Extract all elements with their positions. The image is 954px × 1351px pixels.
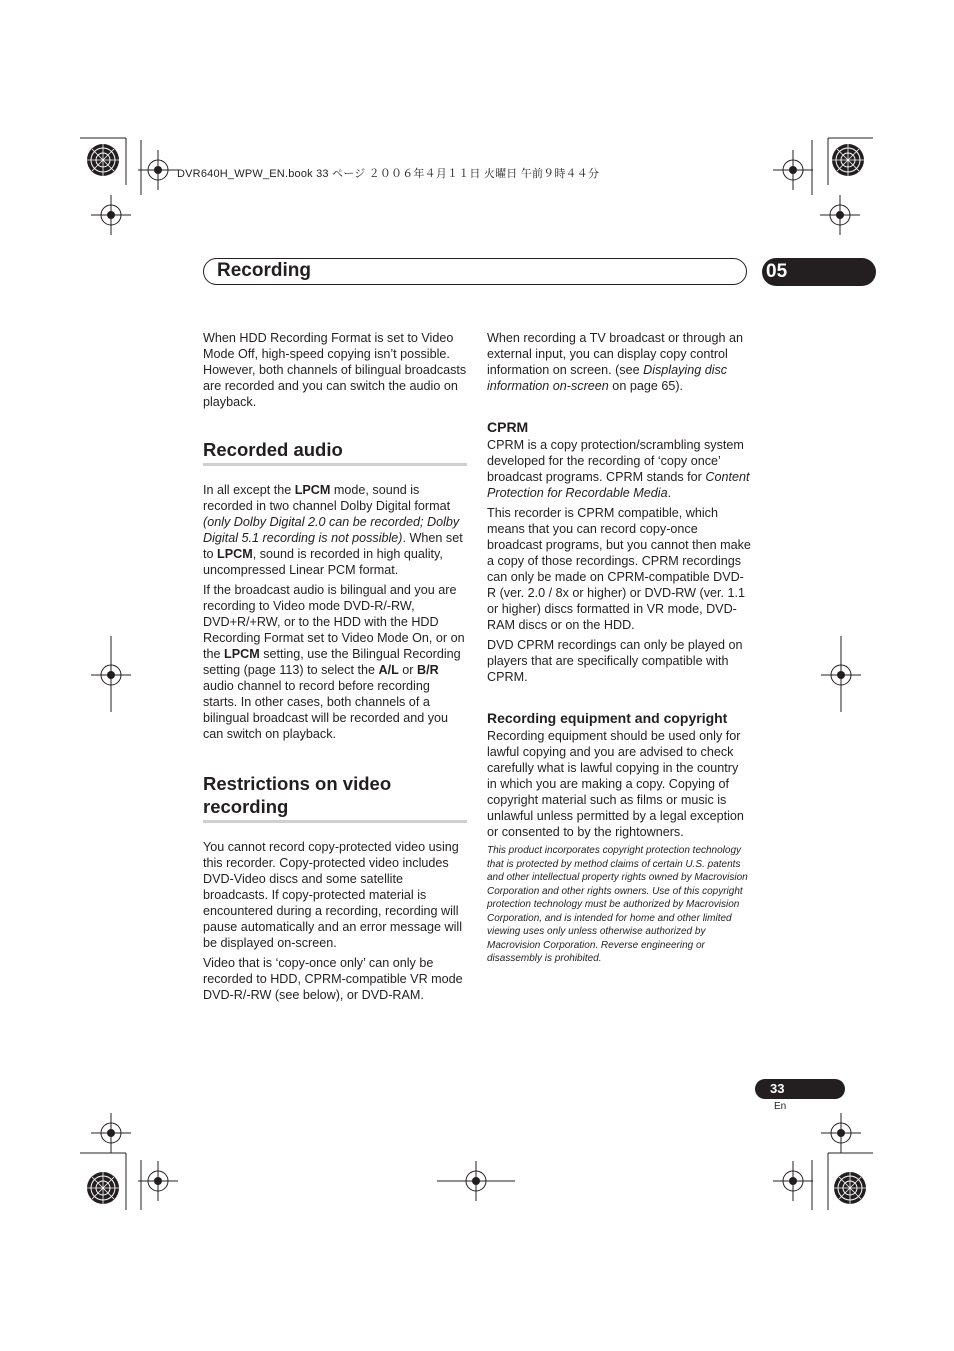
copyright-heading: Recording equipment and copyright [487, 710, 728, 726]
copyright-paragraph: Recording equipment should be used only for lawful copying and you are advised to check carefully what is lawful copying in the country in which you are making a copy. Copying of copyright material such as films or music is unlawful unless permitted by a legal exception or consented to by the rightowners. [487, 729, 744, 839]
intro-paragraph: When HDD Recording Format is set to Video Mode Off, high-speed copying isn’t possible. However, both channels of bilingual broadcasts are recorded and you can switch the audio on playback. [203, 331, 467, 409]
restrictions-heading: Restrictions on video recording [203, 772, 467, 823]
copy-control-intro: When recording a TV broadcast or through an external input, you can display copy control information on screen. (see Displaying disc information on-screen on page 65). [487, 331, 743, 393]
recorded-audio-paragraph-2: If the broadcast audio is bilingual and you are recording to Video mode DVD-R/-RW, DVD+R/+RW, or to the HDD with the HDD Recording Format set to Video Mode On, or on the LPCM setting, use the Bilingual Recording setting (page 113) to select the A/L or B/R audio channel to record before recording starts. In other cases, both channels of a bilingual broadcast will be recorded and you can switch on playback. [203, 583, 465, 741]
right-column [487, 330, 751, 970]
page-number: 33 [770, 1081, 785, 1096]
page-number-tab [755, 1079, 845, 1099]
chapter-title: Recording [217, 260, 311, 281]
cprm-paragraph-1: CPRM is a copy protection/scrambling system developed for the recording of ‘copy once’ broadcast programs. CPRM stands for Content Protection for Recordable Media. [487, 438, 750, 500]
cprm-heading: CPRM [487, 419, 529, 435]
chapter-number: 05 [766, 261, 788, 282]
cprm-paragraph-3: DVD CPRM recordings can only be played on players that are specifically compatible with CPRM. [487, 638, 743, 684]
print-header: DVR640H_WPW_EN.book 33 ページ ２００６年４月１１日 火曜日 午前９時４４分 [177, 168, 600, 180]
recorded-audio-paragraph-1: In all except the LPCM mode, sound is recorded in two channel Dolby Digital format (only Dolby Digital 2.0 can be recorded; Dolby Digital 5.1 recording is not possible). When set to LPCM, sound is recorded in high quality, uncompressed Linear PCM format. [203, 483, 463, 577]
left-column [203, 330, 467, 1007]
recorded-audio-heading: Recorded audio [203, 438, 467, 466]
page-language: En [774, 1101, 787, 1112]
cprm-paragraph-2: This recorder is CPRM compatible, which means that you can record copy-once broadcast programs, but you cannot then make a copy of those recordings. CPRM recordings can only be made on CPRM-compatible DVD-R (ver. 2.0 / 8x or higher) or DVD-RW (ver. 1.1 or higher) discs formatted in VR mode, DVD-RAM discs or on the HDD. [487, 506, 751, 632]
restrictions-paragraph-1: You cannot record copy-protected video using this recorder. Copy-protected video includes DVD-Video discs and some satellite broadcasts. If copy-protected material is encountered during a recording, recording will pause automatically and an error message will be displayed on-screen. [203, 840, 463, 950]
restrictions-paragraph-2: Video that is ‘copy-once only’ can only be recorded to HDD, CPRM-compatible VR mode DVD-R/-RW (see below), or DVD-RAM. [203, 956, 463, 1002]
macrovision-notice: This product incorporates copyright protection technology that is protected by method claims of certain U.S. patents and other intellectual property rights owned by Macrovision Corporation and other rights owners. Use of this copyright protection technology must be authorized by Macrovision Corporation, and is intended for home and other limited viewing uses only unless otherwise authorized by Macrovision Corporation. Reverse engineering or disassembly is prohibited. [487, 845, 748, 964]
